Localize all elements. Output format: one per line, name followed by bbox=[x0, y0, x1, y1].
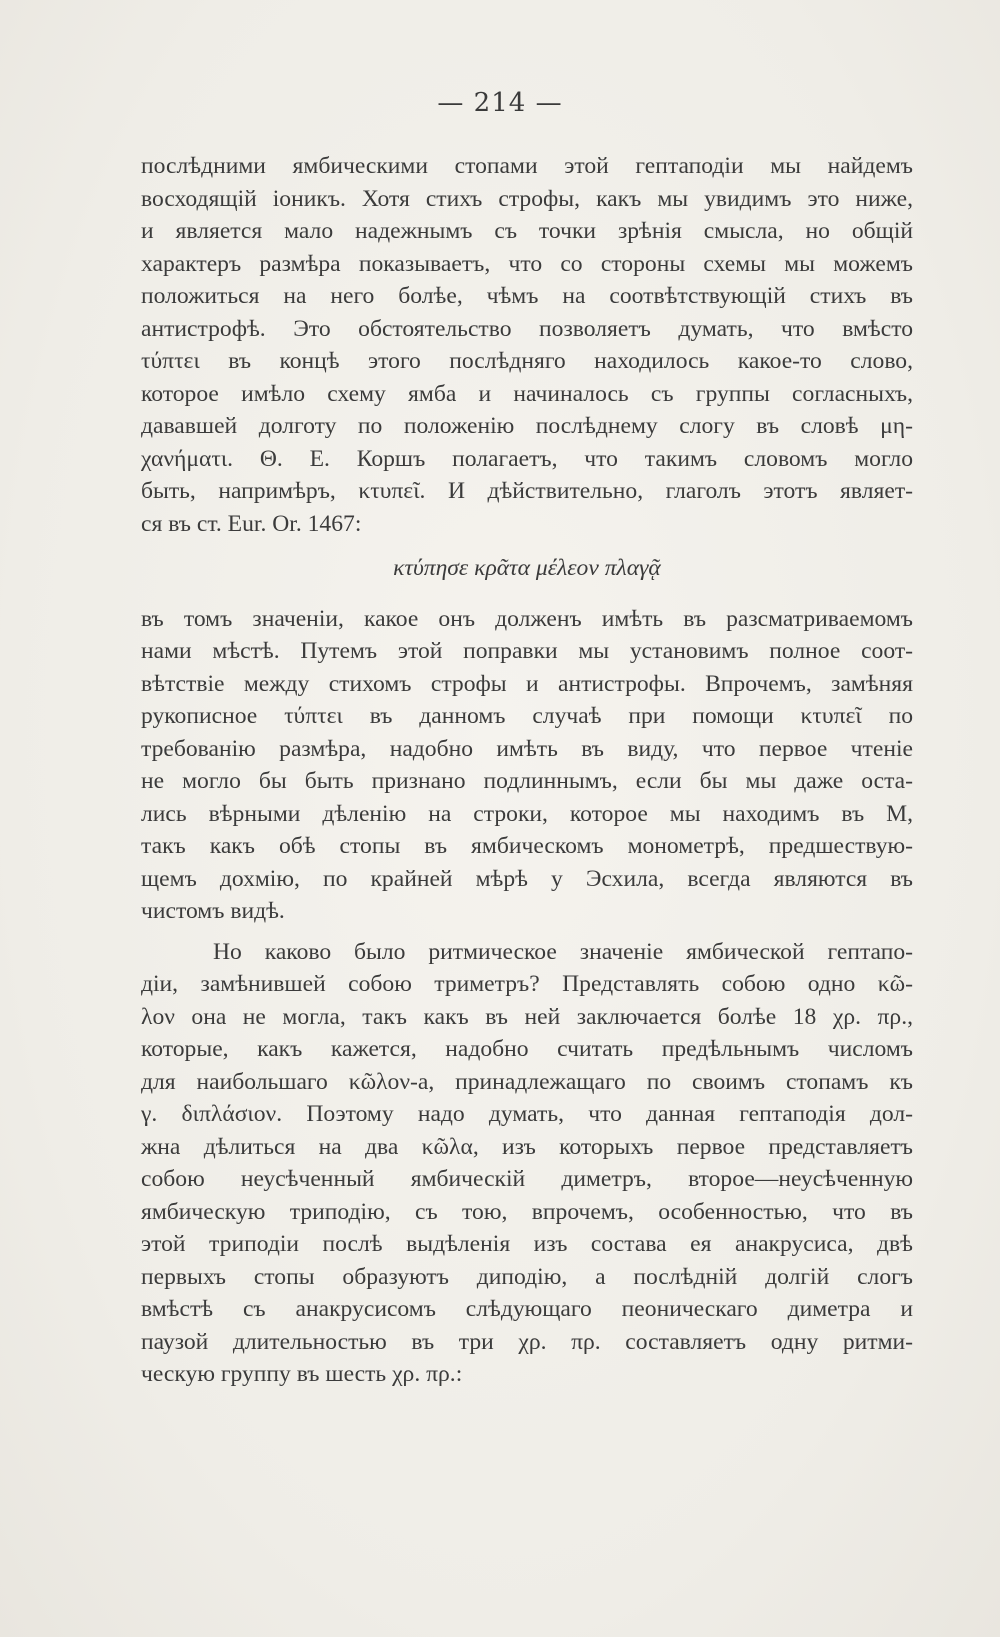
text-line: восходящій іоникъ. Хотя стихъ строфы, какъ мы увидимъ это ниже, bbox=[141, 185, 913, 212]
text-line: щемъ дохмію, по крайней мѣрѣ у Эсхила, всегда являются въ bbox=[141, 865, 913, 892]
text-line: собою неусѣченный ямбическій диметръ, второе—неусѣченную bbox=[141, 1166, 913, 1192]
greek-verse-quote: κτύπησε κρᾶτα μέλεον πλαγᾷ bbox=[393, 555, 661, 581]
text-line: чистомъ видѣ. bbox=[141, 898, 285, 924]
text-line: τύπτει въ концѣ этого послѣдняго находилось какое-то слово, bbox=[141, 348, 913, 374]
text-line: рукописное τύπτει въ данномъ случаѣ при помощи κτυπεῖ по bbox=[141, 703, 913, 729]
text-line: Но каково было ритмическое значеніе ямбической гептапо- bbox=[213, 938, 913, 965]
text-line: послѣдними ямбическими стопами этой гептаподіи мы найдемъ bbox=[141, 153, 913, 179]
text-line: дававшей долготу по положенію послѣднему слогу въ словѣ μη- bbox=[141, 413, 913, 439]
paragraph-gap bbox=[141, 928, 913, 936]
text-line: вмѣстѣ съ анакрусисомъ слѣдующаго пеоническаго диметра и bbox=[141, 1296, 913, 1322]
text-line: λον она не могла, такъ какъ въ ней заключается болѣе 18 χρ. πρ., bbox=[141, 1003, 913, 1030]
text-line: этой триподіи послѣ выдѣленія изъ состава ея анакрусиса, двѣ bbox=[141, 1231, 913, 1257]
text-line: которое имѣло схему ямба и начиналось съ группы согласныхъ, bbox=[141, 380, 913, 407]
text-line: для наибольшаго κῶλον-а, принадлежащаго по своимъ стопамъ къ bbox=[141, 1068, 913, 1095]
text-line: ческую группу въ шесть χρ. πρ.: bbox=[141, 1361, 463, 1387]
text-line: быть, напримѣръ, κτυπεῖ. И дѣйствительно, глаголъ этотъ являет- bbox=[141, 478, 913, 504]
page-number: — 214 — bbox=[437, 88, 563, 118]
text-line: требованію размѣра, надобно имѣть въ виду, что первое чтеніе bbox=[141, 735, 913, 762]
text-line: лись вѣрными дѣленію на строки, которое мы находимъ въ М, bbox=[141, 800, 913, 827]
text-line: такъ какъ обѣ стопы въ ямбическомъ монометрѣ, предшествую- bbox=[141, 833, 913, 859]
text-line: паузой длительностью въ три χρ. πρ. составляетъ одну ритми- bbox=[141, 1328, 913, 1355]
text-line: характеръ размѣра показываетъ, что со стороны схемы мы можемъ bbox=[141, 250, 913, 277]
text-line: не могло бы быть признано подлиннымъ, если бы мы даже оста- bbox=[141, 768, 913, 794]
text-line: ся въ ст. Eur. Or. 1467: bbox=[141, 510, 362, 537]
text-line: γ. διπλάσιον. Поэтому надо думать, что данная гептаподія дол- bbox=[141, 1101, 913, 1127]
text-line: χανήματι. Θ. Е. Коршъ полагаетъ, что такимъ словомъ могло bbox=[141, 445, 913, 472]
body-text bbox=[141, 150, 913, 1391]
text-line: и является мало надежнымъ съ точки зрѣнія смысла, но общій bbox=[141, 218, 913, 244]
text-line: первыхъ стопы образуютъ диподію, а послѣдній долгій слогъ bbox=[141, 1263, 913, 1290]
text-line: ямбическую триподію, съ тою, впрочемъ, особенностью, что въ bbox=[141, 1198, 913, 1225]
text-line: которые, какъ кажется, надобно считать предѣльнымъ числомъ bbox=[141, 1036, 913, 1062]
text-line: въ томъ значеніи, какое онъ долженъ имѣть въ разсматриваемомъ bbox=[141, 605, 913, 632]
text-line: антистрофѣ. Это обстоятельство позволяетъ думать, что вмѣсто bbox=[141, 315, 913, 342]
text-line: жна дѣлиться на два κῶλα, изъ которыхъ первое представляетъ bbox=[141, 1133, 913, 1160]
text-line: вѣтствіе между стихомъ строфы и антистрофы. Впрочемъ, замѣняя bbox=[141, 670, 913, 697]
text-line: нами мѣстѣ. Путемъ этой поправки мы установимъ полное соот- bbox=[141, 638, 913, 664]
text-line: діи, замѣнившей собою триметръ? Представлять собою одно κῶ- bbox=[141, 971, 913, 997]
text-line: положиться на него болѣе, чѣмъ на соотвѣтствующій стихъ въ bbox=[141, 283, 913, 309]
